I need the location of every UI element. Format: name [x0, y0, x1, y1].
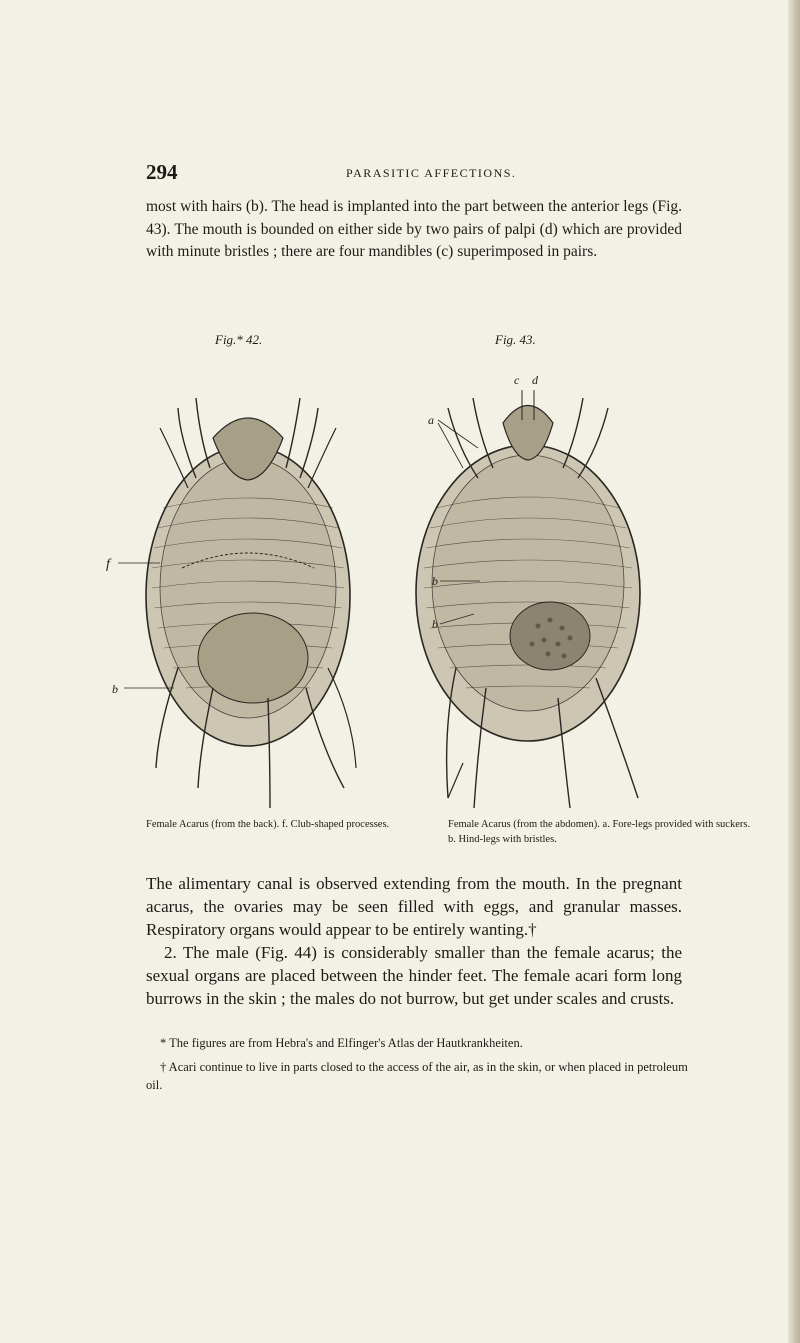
footnote-1: * The figures are from Hebra's and Elfinger's Atlas der Hautkrankheiten. — [160, 1036, 523, 1050]
figure-43-letter-b-upper: b — [432, 574, 438, 588]
figure-43-letter-d: d — [532, 373, 538, 387]
figure-43-letter-a: a — [428, 413, 434, 427]
figure-42-label: Fig.* 42. — [215, 332, 263, 347]
page-edge — [788, 0, 800, 1343]
figure-43-drawing — [416, 390, 640, 808]
figure-43-caption: Female Acarus (from the abdomen). a. Fore-legs provided with suckers. b. Hind-legs with bristles. — [448, 819, 751, 845]
page-number: 294 — [146, 160, 178, 184]
acarus-illustration — [106, 368, 668, 824]
figure-42-caption: Female Acarus (from the back). f. Club-shaped processes. — [146, 819, 390, 830]
figure-42-drawing — [118, 398, 356, 808]
figure-43-label: Fig. 43. — [495, 332, 536, 347]
body-paragraph-1: The alimentary canal is observed extending from the mouth. In the pregnant acarus, the ovaries may be seen filled with eggs, and granular masses. Respiratory organs would appear to be entirely wanting.† — [146, 874, 682, 940]
body-paragraph-2: 2. The male (Fig. 44) is considerably smaller than the female acarus; the sexual organs are placed between the hinder feet. The female acari form long burrows in the skin ; the males do not burrow, but get under scales and crusts. — [146, 943, 682, 1009]
footnote-2: † Acari continue to live in parts closed to the access of the air, as in the skin, or when placed in petroleum oil. — [146, 1060, 688, 1092]
page-header — [146, 160, 676, 190]
running-head: PARASITIC AFFECTIONS. — [346, 166, 517, 180]
figure-42-letter-b: b — [112, 682, 118, 696]
figure-42-letter-f: f — [106, 557, 110, 572]
figure-43-letter-b-lower: b — [432, 617, 438, 631]
figure-43-letter-c: c — [514, 373, 520, 387]
intro-paragraph: most with hairs (b). The head is implanted into the part between the anterior legs (Fig. 43). The mouth is bounded on either side by two pairs of palpi (d) which are provided with minute bristles ; there are four mandibles (c) superimposed in pairs. — [146, 198, 682, 260]
